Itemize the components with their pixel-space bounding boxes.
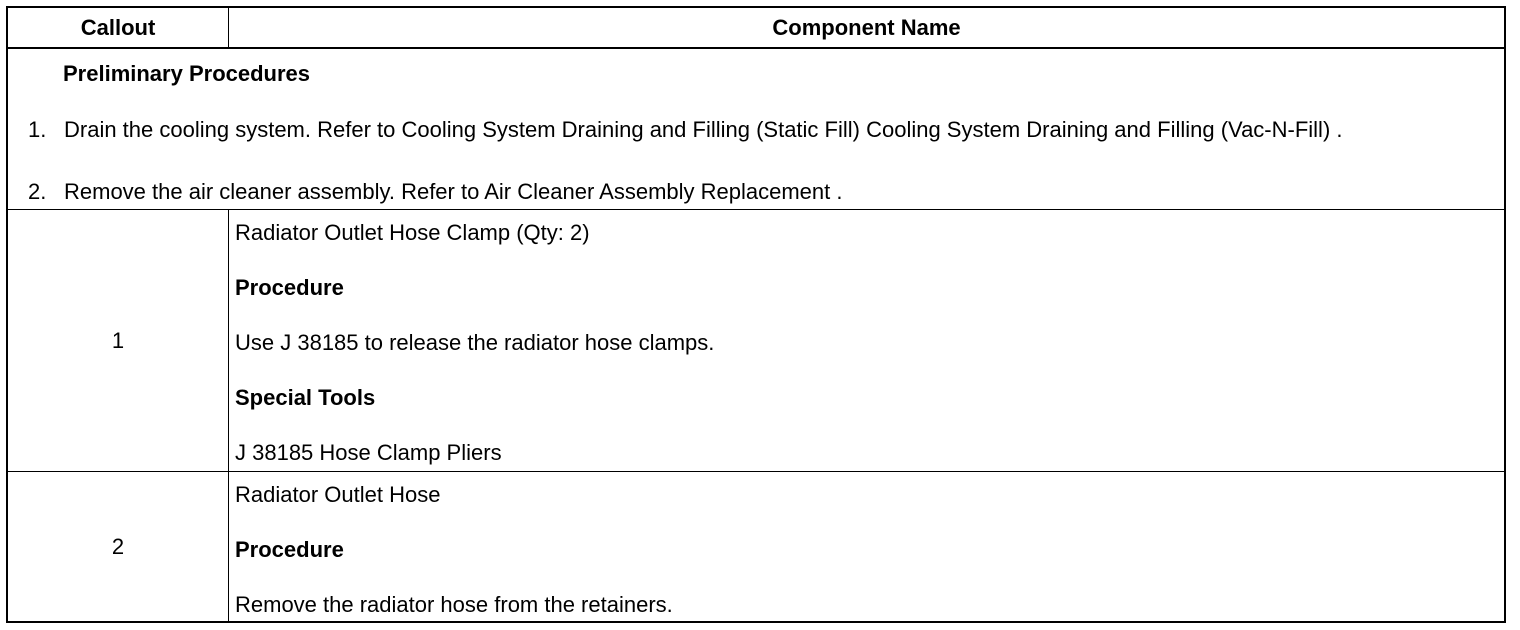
procedure-label: Procedure (235, 275, 344, 300)
step-number: 2. (28, 179, 47, 204)
step-text: Drain the cooling system. Refer to Cooling System Draining and Filling (Static Fill) Cooling System Draining and Filling (Vac-N-Fill) . (64, 117, 1343, 142)
preliminary-procedures (8, 49, 1504, 210)
step-text: Remove the air cleaner assembly. Refer to Air Cleaner Assembly Replacement . (64, 179, 843, 204)
callout-number: 2 (8, 472, 229, 621)
component-cell (229, 210, 1504, 471)
callout-number: 1 (8, 210, 229, 471)
step-number: 1. (28, 117, 47, 142)
table-row (8, 210, 1504, 472)
component-name: Radiator Outlet Hose Clamp (Qty: 2) (235, 220, 590, 245)
component-cell (229, 472, 1504, 621)
component-name-column-header: Component Name (772, 14, 961, 40)
procedure-table (6, 6, 1506, 623)
preliminary-procedures-title: Preliminary Procedures (63, 61, 311, 86)
preliminary-step (28, 116, 1343, 143)
table-header (8, 8, 1504, 49)
procedure-text: Use J 38185 to release the radiator hose clamps. (235, 330, 715, 355)
special-tools-label: Special Tools (235, 385, 376, 410)
table-row (8, 472, 1504, 621)
procedure-label: Procedure (235, 537, 344, 562)
callout-column-header: Callout (8, 8, 229, 47)
component-name: Radiator Outlet Hose (235, 482, 441, 507)
preliminary-step (28, 178, 843, 205)
procedure-text: Remove the radiator hose from the retainers. (235, 592, 673, 617)
special-tools-text: J 38185 Hose Clamp Pliers (235, 440, 502, 465)
